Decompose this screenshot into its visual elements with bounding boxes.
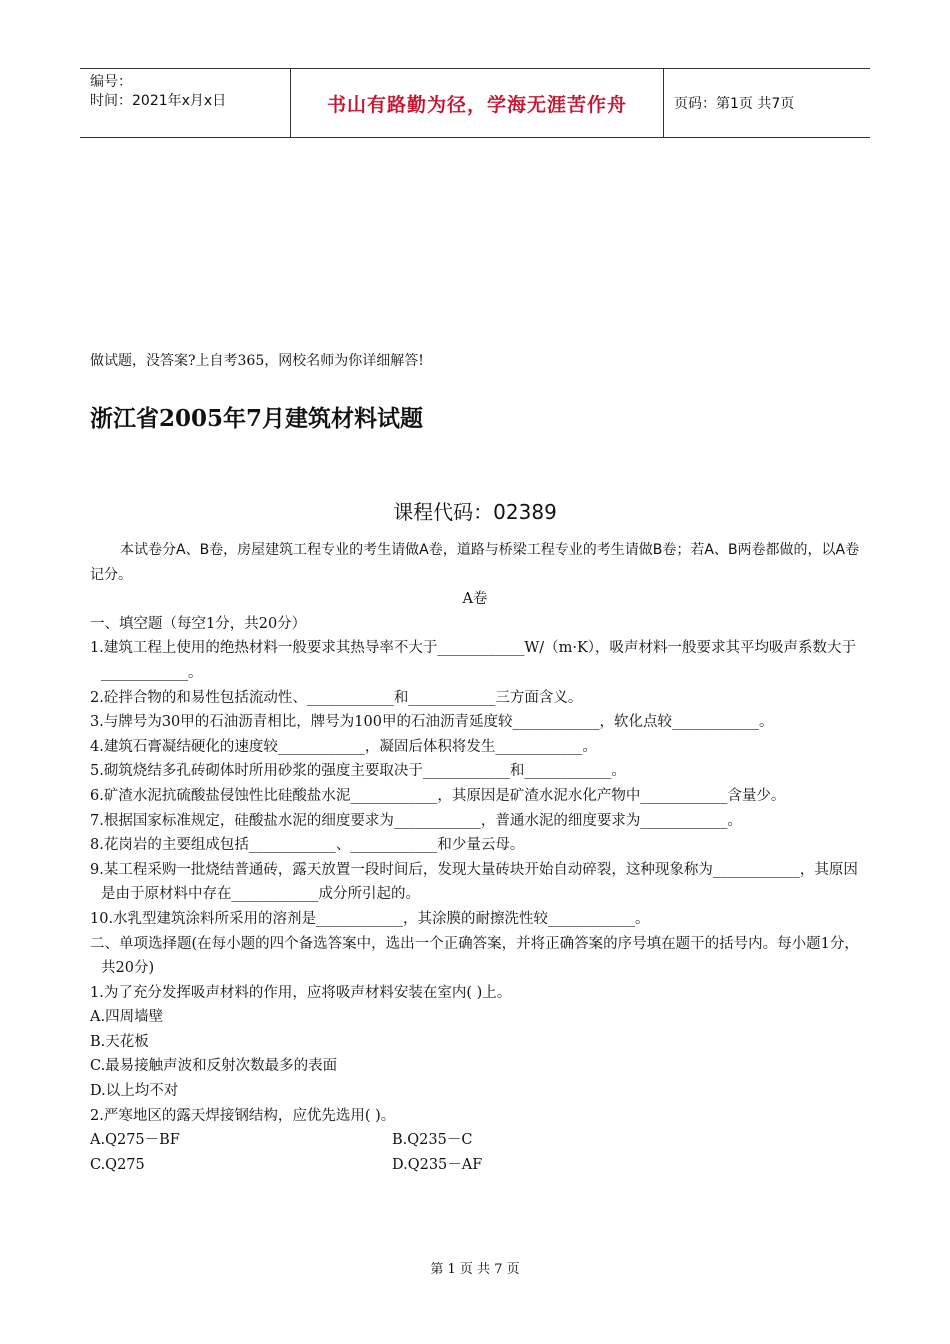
header-meta — [80, 69, 290, 137]
fill-question: 10.水乳型建筑涂料所采用的溶剂是____________，其涂膜的耐擦洗性较____________。 — [90, 910, 650, 927]
fill-question: 6.矿渣水泥抗硫酸盐侵蚀性比硅酸盐水泥____________，其原因是矿渣水泥水化产物中____________含量少。 — [90, 787, 786, 804]
header-motto-cell — [290, 69, 664, 137]
page-title: 浙江省2005年7月建筑材料试题 — [90, 405, 424, 432]
exam-content — [90, 538, 860, 1177]
course-code: 课程代码：02389 — [393, 500, 557, 524]
choice-question-stem: 1.为了充分发挥吸声材料的作用，应将吸声材料安装在室内( )上。 — [90, 984, 512, 1001]
fill-question: 4.建筑石膏凝结硬化的速度较____________，凝固后体积将发生____________。 — [90, 738, 597, 755]
time-label: 时间：2021年x月x日 — [90, 93, 227, 109]
page-header — [80, 68, 870, 138]
choice-option: D.以上均不对 — [90, 1083, 179, 1100]
page-footer: 第 1 页 共 7 页 — [430, 1262, 520, 1277]
volume-label: A卷 — [462, 591, 488, 608]
motto-text: 书山有路勤为径，学海无涯苦作舟 — [326, 93, 627, 116]
fill-question: 1.建筑工程上使用的绝热材料一般要求其热导率不大于____________W/（m·K），吸声材料一般要求其平均吸声系数大于____________。 — [90, 640, 857, 681]
choice-option-row — [90, 1153, 860, 1178]
choice-option: D.Q235－AF — [392, 1156, 483, 1173]
fill-question: 3.与牌号为30甲的石油沥青相比，牌号为100甲的石油沥青延度较____________，软化点较____________。 — [90, 714, 774, 731]
fill-question: 8.花岗岩的主要组成包括____________、____________和少量云母。 — [90, 837, 525, 854]
choice-option: A.Q275－BF — [90, 1132, 180, 1149]
choice-option: C.最易接触声波和反射次数最多的表面 — [90, 1058, 338, 1075]
choice-option: B.Q235－C — [392, 1132, 473, 1149]
fill-question: 2.砼拌合物的和易性包括流动性、____________和____________三方面含义。 — [90, 689, 583, 706]
choice-option: A.四周墙壁 — [90, 1009, 164, 1026]
fill-question: 7.根据国家标准规定，硅酸盐水泥的细度要求为____________，普通水泥的细度要求为____________。 — [90, 812, 742, 829]
fill-question: 9.某工程采购一批烧结普通砖，露天放置一段时间后，发现大量砖块开始自动碎裂，这种现象称为____________，其原因是由于原材料中存在____________成分所引起的。 — [90, 861, 858, 903]
choice-option: B.天花板 — [90, 1033, 149, 1050]
choice-question-stem: 2.严寒地区的露天焊接钢结构，应优先选用( )。 — [90, 1107, 396, 1124]
promo-line: 做试题，没答案?上自考365，网校名师为你详细解答! — [90, 353, 424, 369]
number-label: 编号： — [90, 74, 132, 90]
page-info: 页码：第1页 共7页 — [674, 96, 795, 112]
choice-option-row — [90, 1128, 860, 1153]
section1-heading: 一、填空题（每空1分，共20分） — [90, 615, 307, 632]
intro-paragraph: 本试卷分A、B卷，房屋建筑工程专业的考生请做A卷，道路与桥梁工程专业的考生请做B卷；若A、B两卷都做的，以A卷记分。 — [90, 542, 860, 583]
choice-option: C.Q275 — [90, 1156, 145, 1173]
fill-question: 5.砌筑烧结多孔砖砌体时所用砂浆的强度主要取决于____________和____________。 — [90, 763, 626, 780]
section2-heading: 二、单项选择题(在每小题的四个备选答案中，选出一个正确答案，并将正确答案的序号填在题干的括号内。每小题1分，共20分) — [90, 935, 859, 977]
